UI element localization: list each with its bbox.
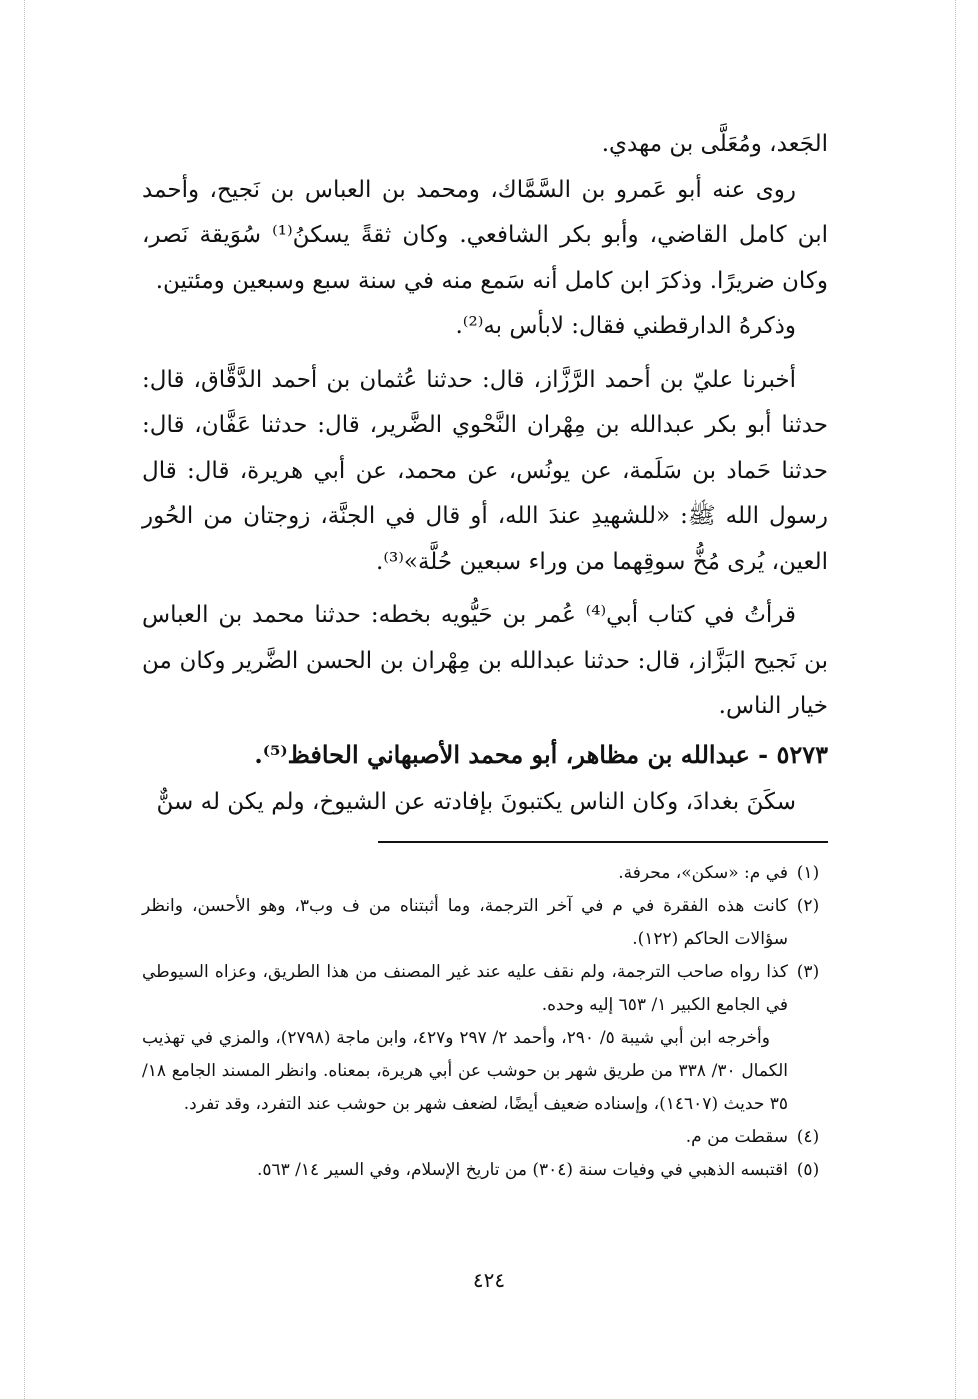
- paragraph-4: أخبرنا عليّ بن أحمد الرَّزَّاز، قال: حدثنا عُثمان بن أحمد الدَّقَّاق، قال: حدثنا أبو بكر عبدالله بن مِهْران النَّحْوي الضَّرير، قال: حدثنا عَفَّان، قال: حدثنا حَماد بن سَلَمة، عن يونُس، عن محمد، عن أبي هريرة، قال: قال رسول الله ﷺ: «للشهيدِ عندَ الله، أو قال في الجنَّة، زوجتان من الحُور العين، يُرى مُخُّ سوقِهما من وراء سبعين حُلَّة»⁽³⁾.: [142, 366, 828, 575]
- footnote-text: كذا رواه صاحب الترجمة، ولم نقف عليه عند غير المصنف من هذا الطريق، وعزاه السيوطي في الجامع الكبير ١/ ٦٥٣ إليه وحده.: [142, 962, 788, 1015]
- scan-artifact-right: [955, 0, 956, 1399]
- paragraph-2: روى عنه أبو عَمرو بن السَّمَّاك، ومحمد بن العباس بن نَجيح، وأحمد ابن كامل القاضي، وأبو بكر الشافعي. وكان ثقةً يسكنُ⁽¹⁾ سُوَيقة نَصر، وكان ضريرًا. وذكرَ ابن كامل أنه سَمع منه في سنة سبع وسبعين ومئتين.: [142, 176, 828, 294]
- footnote-number: (٢): [796, 896, 820, 916]
- footnote-2: [142, 890, 828, 956]
- entry-heading: ٥٢٧٣ - عبدالله بن مظاهر، أبو محمد الأصبهاني الحافظ⁽⁵⁾.: [254, 739, 828, 769]
- paragraph-6: سكَنَ بغدادَ، وكان الناس يكتبونَ بإفادته عن الشيوخ، ولم يكن له سنٌّ: [156, 788, 796, 815]
- paragraph-5: قرأتُ في كتاب أبي⁽⁴⁾ عُمر بن حَيُّويه بخطه: حدثنا محمد بن العباس بن نَجيح البَزَّاز، قال: حدثنا عبدالله بن مِهْران بن الحسن الضَّرير وكان من خيار الناس.: [142, 602, 828, 719]
- footnote-divider: [378, 841, 828, 843]
- footnote-5: [142, 1154, 828, 1187]
- footnote-text: اقتبسه الذهبي في وفيات سنة (٣٠٤) من تاريخ الإسلام، وفي السير ١٤/ ٥٦٣.: [256, 1160, 788, 1180]
- page-number: ٤٢٤: [472, 1268, 506, 1292]
- scan-artifact-left: [24, 0, 25, 1399]
- footnote-text: في م: «سكن»، محرفة.: [618, 863, 788, 883]
- paragraph-1: الجَعد، ومُعَلَّى بن مهدي.: [601, 131, 828, 157]
- footnote-3-continuation: وأخرجه ابن أبي شيبة ٥/ ٢٩٠، وأحمد ٢/ ٢٩٧ و٤٢٧، وابن ماجة (٢٧٩٨)، والمزي في تهذيب الكمال ٣٠/ ٣٣٨ من طريق شهر بن حوشب عن أبي هريرة، بمعناه. وانظر المسند الجامع ١٨/ ٣٥ حديث (١٤٦٠٧)، وإسناده ضعيف أيضًا، لضعف شهر بن حوشب عند التفرد، وقد تفرد.: [142, 1028, 788, 1114]
- footnote-text: سقطت من م.: [685, 1127, 788, 1147]
- footnote-4: [142, 1121, 828, 1154]
- footnotes: [142, 857, 828, 1187]
- main-text: [142, 122, 828, 825]
- footnote-3: [142, 956, 828, 1022]
- footnote-number: (٥): [796, 1160, 820, 1180]
- footnote-number: (٣): [796, 962, 820, 982]
- footnote-text: كانت هذه الفقرة في م في آخر الترجمة، وما أثبتناه من ف وب٣، وهو الأحسن، وانظر سؤالات الحاكم (١٢٢).: [142, 896, 788, 949]
- footnote-1: [142, 857, 828, 890]
- footnote-number: (٤): [796, 1127, 820, 1147]
- footnote-number: (١): [796, 863, 820, 883]
- paragraph-3: وذكرهُ الدارقطني فقال: لابأس به⁽²⁾.: [455, 313, 796, 339]
